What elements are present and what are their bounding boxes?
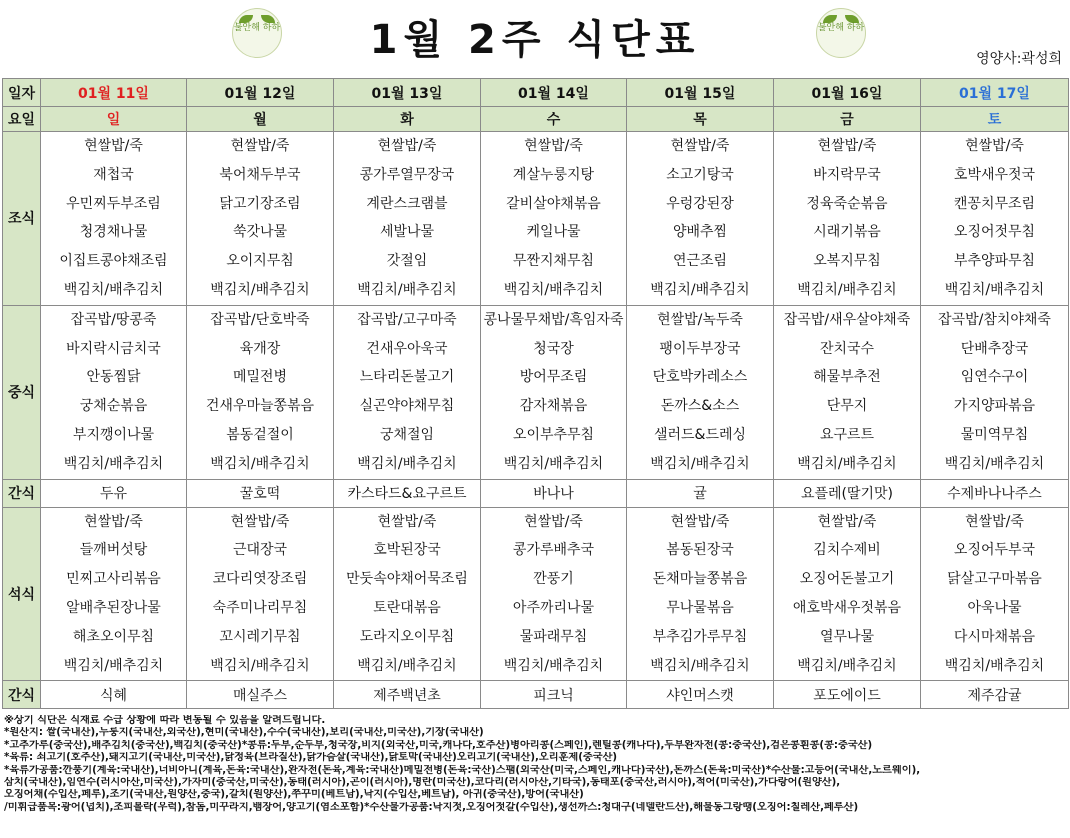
menu-item: 바지락무국 bbox=[813, 166, 881, 183]
menu-item: 느타리돈불고기 bbox=[359, 369, 455, 386]
menu-item: 바지락시금치국 bbox=[66, 340, 161, 357]
menu-item: 숙주미나리무침 bbox=[212, 599, 308, 616]
menu-item: 오이지무침 bbox=[226, 253, 294, 270]
menu-item: 부추양파무침 bbox=[953, 253, 1036, 270]
snack-label: 간식 bbox=[3, 479, 41, 507]
breakfast-row bbox=[3, 132, 1069, 306]
menu-item: 백김치/배추김치 bbox=[63, 281, 164, 298]
menu-item: 백김치/배추김치 bbox=[944, 455, 1045, 472]
breakfast-cell bbox=[627, 132, 774, 306]
snack2-row bbox=[3, 681, 1069, 709]
menu-item: 잡곡밥/땅콩죽 bbox=[70, 311, 157, 328]
note-line: 오징어채(수입산,페루),조기(국내산,원양산,중국),갈치(원양산),쭈꾸미(베트남),낙지(수입산,베트남), 아귀(중국산),방어(국내산) bbox=[4, 789, 584, 801]
menu-item: 현쌀밥/죽 bbox=[817, 513, 877, 530]
menu-item: 백김치/배추김치 bbox=[797, 281, 897, 298]
snack-cell: 요플레(딸기맛) bbox=[774, 479, 921, 507]
menu-item: 돈채마늘쫑볶음 bbox=[652, 571, 748, 588]
note-line: *고추가루(중국산),배추김치(중국산),백김치(중국산)*콩류:두부,순두부,청국장,비지(외국산,미국,캐나다,호주산)병아리콩(스페인),렌틸콩(캐나다),두부완자전(콩:중국산),검은콩흰콩(콩:중국산) bbox=[4, 739, 873, 751]
menu-item: 현쌀밥/죽 bbox=[377, 138, 437, 154]
menu-item: 현쌀밥/죽 bbox=[965, 138, 1024, 154]
menu-item: 단호박카레소스 bbox=[652, 369, 748, 386]
menu-item: 우렁강된장 bbox=[666, 195, 734, 212]
menu-item: 돈까스&소스 bbox=[660, 398, 740, 415]
menu-item: 부추김가루무침 bbox=[652, 628, 748, 645]
menu-item: 봄동겉절이 bbox=[226, 426, 294, 443]
dinner-cell bbox=[187, 507, 334, 681]
dinner-cell bbox=[774, 507, 921, 681]
day-cell: 금 bbox=[774, 107, 921, 132]
snack-cell: 카스타드&요구르트 bbox=[334, 479, 481, 507]
date-row bbox=[3, 79, 1069, 107]
snack-cell: 피크닉 bbox=[481, 681, 627, 709]
day-cell: 수 bbox=[481, 107, 627, 132]
snack-cell: 두유 bbox=[41, 479, 187, 507]
note-line: ※상기 식단은 식재료 수급 상황에 따라 변동될 수 있음을 알려드립니다. bbox=[4, 715, 326, 726]
dinner-cell bbox=[921, 507, 1069, 681]
menu-item: 민찌고사리볶음 bbox=[66, 571, 161, 588]
menu-item: 봄동된장국 bbox=[666, 542, 734, 559]
menu-item: 백김치/배추김치 bbox=[944, 657, 1045, 674]
dinner-cell bbox=[41, 507, 187, 681]
menu-item: 소고기탕국 bbox=[666, 166, 734, 183]
dinner-cell bbox=[334, 507, 481, 681]
breakfast-cell bbox=[921, 132, 1069, 306]
breakfast-cell bbox=[481, 132, 627, 306]
menu-item: 닭고기장조림 bbox=[219, 195, 301, 212]
menu-item: 들깨버섯탕 bbox=[79, 542, 148, 559]
note-line: *육류가공품:깐풍기(계육:국내산),너비아니(계육,돈육:국내산),완자전(돈육,계육:국내산)메밀전병(돈육:국산)스팸(외국산(미국,스페인,캐나다)국산),돈까스(돈육:미국산)*수산물:고등어(국내산,노르웨이), bbox=[4, 764, 921, 776]
menu-item: 우민찌두부조림 bbox=[66, 195, 161, 212]
header bbox=[0, 0, 1070, 76]
lunch-cell bbox=[334, 305, 481, 479]
menu-item: 쑥갓나물 bbox=[232, 224, 288, 241]
menu-item: 현쌀밥/죽 bbox=[965, 513, 1024, 530]
menu-item: 호박새우젓국 bbox=[953, 166, 1036, 183]
menu-item: 현쌀밥/죽 bbox=[230, 513, 290, 530]
menu-item: 육개장 bbox=[239, 340, 281, 357]
menu-item: 오복지무침 bbox=[813, 253, 881, 270]
menu-item: 계란스크램블 bbox=[366, 195, 448, 212]
menu-item: 현쌀밥/죽 bbox=[670, 513, 730, 530]
note-line: *육류: 쇠고기(호주산),돼지고기(국내산,미국산),닭정육(브라질산),닭가슴살(국내산),닭토막(국내산)오리고기(국내산),오리훈제(중국산) bbox=[4, 752, 618, 764]
menu-item: 건새우아욱국 bbox=[366, 340, 448, 357]
menu-item: 닭살고구마볶음 bbox=[947, 571, 1042, 588]
snack-cell: 제주감귤 bbox=[921, 681, 1069, 709]
menu-item: 백김치/배추김치 bbox=[357, 281, 457, 298]
menu-item: 꼬시레기무침 bbox=[219, 628, 301, 645]
breakfast-cell bbox=[41, 132, 187, 306]
day-cell: 월 bbox=[187, 107, 334, 132]
lunch-cell bbox=[187, 305, 334, 479]
day-cell: 토 bbox=[921, 107, 1069, 132]
menu-item: 김치수제비 bbox=[813, 542, 881, 559]
menu-item: 요구르트 bbox=[819, 426, 875, 443]
menu-item: 물파래무침 bbox=[519, 628, 588, 645]
dinner-label: 석식 bbox=[3, 507, 41, 681]
menu-item: 감자채볶음 bbox=[519, 398, 588, 415]
lunch-cell bbox=[481, 305, 627, 479]
menu-item: 백김치/배추김치 bbox=[357, 657, 457, 674]
menu-item: 백김치/배추김치 bbox=[63, 657, 164, 674]
menu-item: 부지깽이나물 bbox=[72, 426, 155, 443]
menu-item: 잡곡밥/참치야채죽 bbox=[938, 311, 1051, 328]
menu-item: 케일나물 bbox=[526, 224, 581, 241]
logo-text: 불안해 하하 bbox=[233, 23, 281, 33]
menu-item: 실곤약야채무침 bbox=[359, 398, 455, 415]
menu-item: 오이부추무침 bbox=[512, 426, 595, 443]
menu-item: 백김치/배추김치 bbox=[210, 455, 310, 472]
lunch-cell bbox=[774, 305, 921, 479]
menu-item: 재첩국 bbox=[93, 166, 134, 183]
menu-item: 근대장국 bbox=[232, 542, 288, 559]
menu-item: 갈비살야채볶음 bbox=[506, 195, 601, 212]
breakfast-label: 조식 bbox=[3, 132, 41, 306]
day-cell: 목 bbox=[627, 107, 774, 132]
lunch-row bbox=[3, 305, 1069, 479]
menu-item: 캔꽁치무조림 bbox=[953, 195, 1036, 212]
breakfast-cell bbox=[187, 132, 334, 306]
menu-item: 가지양파볶음 bbox=[953, 398, 1036, 415]
menu-item: 잡곡밥/고구마죽 bbox=[357, 311, 457, 328]
menu-item: 호박된장국 bbox=[373, 542, 441, 559]
menu-item: 건새우마늘쫑볶음 bbox=[205, 398, 315, 415]
menu-item: 현쌀밥/죽 bbox=[84, 513, 143, 530]
menu-item: 백김치/배추김치 bbox=[210, 281, 310, 298]
menu-item: 오징어젓무침 bbox=[953, 224, 1036, 241]
day-label: 요일 bbox=[3, 107, 41, 132]
snack-cell: 바나나 bbox=[481, 479, 627, 507]
page-title: 1월 2주 식단표 bbox=[369, 17, 701, 63]
logo-right bbox=[816, 8, 866, 58]
menu-item: 양배추찜 bbox=[672, 224, 728, 241]
menu-item: 해초오이무침 bbox=[72, 628, 155, 645]
menu-item: 콩나물무채밥/흑임자죽 bbox=[483, 311, 624, 328]
date-cell: 01월 11일 bbox=[41, 79, 187, 107]
note-line: 삼치(국내산),임연수(러시아산,미국산),가자미(중국산,미국산),동태(러시아),곤이(러시아),명란(미국산),코다리(러시아산,기타국),동태포(중국산,러시아),적어(미국산),가다랑어(원양산), bbox=[4, 777, 841, 789]
menu-item: 청국장 bbox=[533, 340, 574, 357]
notes bbox=[4, 715, 1066, 814]
date-cell: 01월 12일 bbox=[187, 79, 334, 107]
menu-item: 오징어두부국 bbox=[953, 542, 1036, 559]
menu-item: 갓절임 bbox=[386, 253, 428, 270]
dinner-cell bbox=[481, 507, 627, 681]
snack-cell: 포도에이드 bbox=[774, 681, 921, 709]
snack-cell: 식혜 bbox=[41, 681, 187, 709]
menu-item: 애호박새우젓볶음 bbox=[792, 599, 902, 616]
menu-item: 오징어돈불고기 bbox=[799, 571, 895, 588]
menu-item: 백김치/배추김치 bbox=[650, 281, 750, 298]
day-cell: 화 bbox=[334, 107, 481, 132]
menu-table bbox=[2, 78, 1069, 709]
menu-item: 무짠지채무침 bbox=[512, 253, 595, 270]
snack-cell: 제주백년초 bbox=[334, 681, 481, 709]
date-cell: 01월 16일 bbox=[774, 79, 921, 107]
menu-item: 알배추된장나물 bbox=[66, 599, 161, 616]
menu-item: 깐풍기 bbox=[533, 571, 574, 588]
menu-item: 현쌀밥/죽 bbox=[524, 513, 583, 530]
snack-cell: 샤인머스캣 bbox=[627, 681, 774, 709]
menu-item: 청경채나물 bbox=[79, 224, 148, 241]
menu-item: 백김치/배추김치 bbox=[210, 657, 310, 674]
dinner-cell bbox=[627, 507, 774, 681]
breakfast-cell bbox=[774, 132, 921, 306]
day-cell: 일 bbox=[41, 107, 187, 132]
menu-item: 다시마채볶음 bbox=[953, 628, 1036, 645]
lunch-label: 중식 bbox=[3, 305, 41, 479]
menu-item: 현쌀밥/죽 bbox=[84, 138, 143, 154]
date-label: 일자 bbox=[3, 79, 41, 107]
snack-label: 간식 bbox=[3, 681, 41, 709]
snack1-row bbox=[3, 479, 1069, 507]
menu-item: 무나물볶음 bbox=[666, 599, 734, 616]
menu-item: 세발나물 bbox=[379, 224, 435, 241]
menu-item: 백김치/배추김치 bbox=[650, 657, 750, 674]
day-row bbox=[3, 107, 1069, 132]
menu-item: 정육죽순볶음 bbox=[806, 195, 888, 212]
menu-item: 백김치/배추김치 bbox=[650, 455, 750, 472]
note-line: *원산지: 쌀(국내산),누룽지(국내산,외국산),현미(국내산),수수(국내산),보리(국내산,미국산),기장(국내산) bbox=[4, 727, 484, 739]
lunch-cell bbox=[41, 305, 187, 479]
nutritionist: 영양사:곽성희 bbox=[976, 51, 1062, 67]
menu-item: 콩가루열무장국 bbox=[359, 166, 455, 183]
menu-item: 궁채순볶음 bbox=[79, 398, 148, 415]
menu-item: 연근조림 bbox=[672, 253, 728, 270]
menu-item: 임연수구이 bbox=[960, 369, 1029, 386]
lunch-cell bbox=[921, 305, 1069, 479]
menu-item: 샐러드&드레싱 bbox=[653, 426, 747, 443]
menu-item: 안동찜닭 bbox=[86, 369, 141, 386]
snack-cell: 매실주스 bbox=[187, 681, 334, 709]
menu-item: 현쌀밥/죽 bbox=[230, 138, 290, 154]
menu-item: 현쌀밥/죽 bbox=[524, 138, 583, 154]
menu-item: 잡곡밥/새우살야채죽 bbox=[783, 311, 911, 328]
menu-item: 팽이두부장국 bbox=[659, 340, 741, 357]
logo-text: 불안해 하하 bbox=[817, 23, 865, 33]
menu-item: 콩가루배추국 bbox=[512, 542, 595, 559]
menu-item: 현쌀밥/죽 bbox=[670, 138, 730, 154]
menu-item: 현쌀밥/죽 bbox=[377, 513, 437, 530]
menu-item: 백김치/배추김치 bbox=[797, 657, 897, 674]
menu-item: 궁채절임 bbox=[379, 426, 435, 443]
note-line: /미휘급품목:광어(넙치),조피볼락(우럭),참돔,미꾸라지,뱀장어,양고기(염소포함)*수산물가공품:낙지젓,오징어젓갈(수입산),생선까스:청대구(네델란드산),해물동그랑땡(오징어:칠레산,페루산) bbox=[4, 801, 859, 813]
date-cell: 01월 17일 bbox=[921, 79, 1069, 107]
menu-item: 열무나물 bbox=[819, 628, 875, 645]
menu-item: 단무지 bbox=[826, 398, 868, 415]
menu-item: 만둣속야채어묵조림 bbox=[346, 571, 468, 588]
date-cell: 01월 15일 bbox=[627, 79, 774, 107]
menu-item: 현쌀밥/죽 bbox=[817, 138, 877, 154]
menu-item: 이집트콩야채조림 bbox=[59, 253, 168, 270]
menu-item: 백김치/배추김치 bbox=[797, 455, 897, 472]
menu-item: 백김치/배추김치 bbox=[503, 657, 604, 674]
menu-item: 백김치/배추김치 bbox=[63, 455, 164, 472]
menu-item: 잔치국수 bbox=[819, 340, 875, 357]
menu-item: 백김치/배추김치 bbox=[357, 455, 457, 472]
menu-item: 잡곡밥/단호박죽 bbox=[210, 311, 310, 328]
menu-item: 백김치/배추김치 bbox=[503, 281, 604, 298]
menu-item: 방어무조림 bbox=[519, 369, 588, 386]
menu-item: 현쌀밥/녹두죽 bbox=[657, 311, 743, 328]
menu-item: 물미역무침 bbox=[960, 426, 1029, 443]
lunch-cell bbox=[627, 305, 774, 479]
snack-cell: 귤 bbox=[627, 479, 774, 507]
date-cell: 01월 14일 bbox=[481, 79, 627, 107]
dinner-row bbox=[3, 507, 1069, 681]
menu-item: 토란대볶음 bbox=[373, 599, 441, 616]
date-cell: 01월 13일 bbox=[334, 79, 481, 107]
snack-cell: 꿀호떡 bbox=[187, 479, 334, 507]
menu-item: 백김치/배추김치 bbox=[944, 281, 1045, 298]
menu-item: 계살누룽지탕 bbox=[512, 166, 595, 183]
menu-item: 아욱나물 bbox=[967, 599, 1022, 616]
breakfast-cell bbox=[334, 132, 481, 306]
menu-item: 메밀전병 bbox=[232, 369, 288, 386]
menu-item: 단배추장국 bbox=[960, 340, 1029, 357]
menu-item: 코다리엿장조림 bbox=[212, 571, 308, 588]
menu-item: 북어채두부국 bbox=[219, 166, 301, 183]
snack-cell: 수제바나나주스 bbox=[921, 479, 1069, 507]
menu-item: 시래기볶음 bbox=[813, 224, 881, 241]
menu-item: 해물부추전 bbox=[813, 369, 881, 386]
menu-item: 도라지오이무침 bbox=[359, 628, 455, 645]
menu-item: 아주까리나물 bbox=[512, 599, 595, 616]
menu-item: 백김치/배추김치 bbox=[503, 455, 604, 472]
